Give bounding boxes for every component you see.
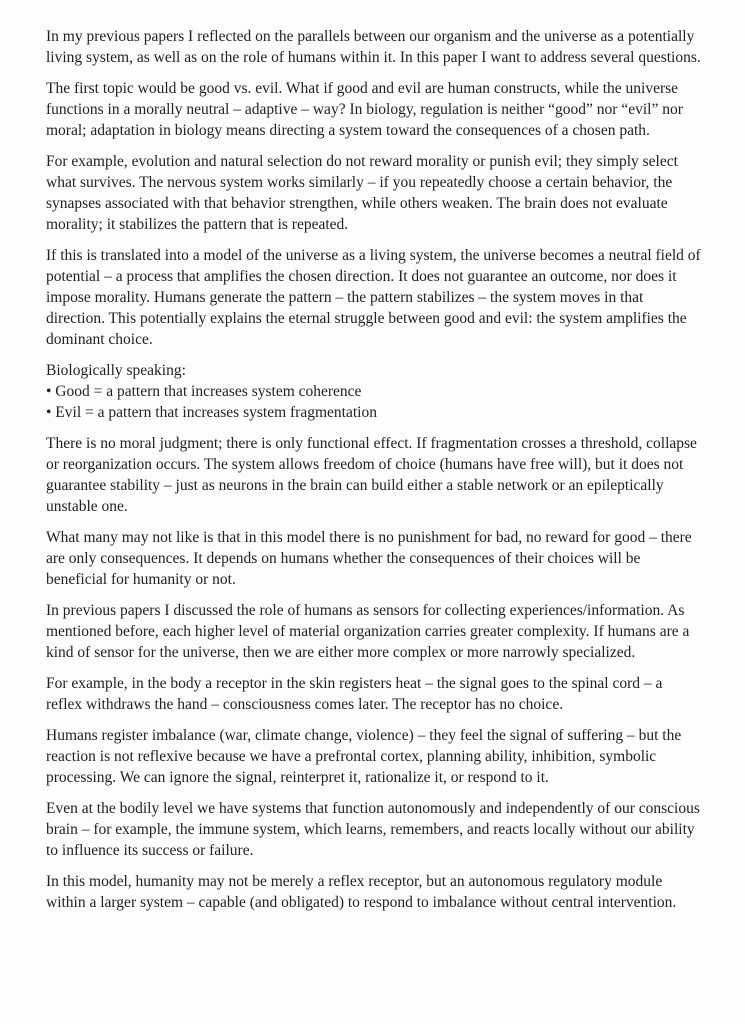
paragraph-9: For example, in the body a receptor in the skin registers heat – the signal goes to the spinal cord – a reflex withdraws the hand – consciousness comes later. The receptor has no choice. bbox=[46, 675, 663, 713]
paragraph-4: If this is translated into a model of the universe as a living system, the universe becomes a neutral field of potential – a process that amplifies the chosen direction. It does not guarantee an outcome, nor does it impose morality. Humans generate the pattern – the pattern stabilizes – the system moves in that direction. This potentially explains the eternal struggle between good and evil: the system amplifies the dominant choice. bbox=[46, 247, 701, 348]
paragraph-10: Humans register imbalance (war, climate change, violence) – they feel the signal of suffering – but the reaction is not reflexive because we have a prefrontal cortex, planning ability, inhibition, symbolic processing. We can ignore the signal, reinterpret it, rationalize it, or respond to it. bbox=[46, 727, 682, 786]
paragraph-11: Even at the bodily level we have systems that function autonomously and independently of our conscious brain – for example, the immune system, which learns, remembers, and reacts locally without our ability to influence its success or failure. bbox=[46, 800, 700, 859]
paragraph-3: For example, evolution and natural selection do not reward morality or punish evil; they simply select what survives. The nervous system works similarly – if you repeatedly choose a certain behavior, the synapses associated with that behavior strengthen, while others weaken. The brain does not evaluate morality; it stabilizes the pattern that is repeated. bbox=[46, 153, 678, 233]
bullet-item-good: • Good = a pattern that increases system coherence bbox=[46, 383, 362, 400]
paragraph-12: In this model, humanity may not be merely a reflex receptor, but an autonomous regulatory module within a larger system – capable (and obligated) to respond to imbalance without central intervention. bbox=[46, 873, 677, 911]
bullet-item-evil: • Evil = a pattern that increases system fragmentation bbox=[46, 404, 377, 421]
paragraph-1: In my previous papers I reflected on the parallels between our organism and the universe as a potentially living system, as well as on the role of humans within it. In this paper I want to address several questions. bbox=[46, 28, 701, 66]
bullet-list-intro: Biologically speaking: bbox=[46, 362, 186, 379]
paragraph-6: There is no moral judgment; there is only functional effect. If fragmentation crosses a threshold, collapse or reorganization occurs. The system allows freedom of choice (humans have free will), but it does not guarantee stability – just as neurons in the brain can build either a stable network or an epileptically unstable one. bbox=[46, 435, 697, 515]
paragraph-8: In previous papers I discussed the role of humans as sensors for collecting experiences/information. As mentioned before, each higher level of material organization carries greater complexity. If humans are a kind of sensor for the universe, then we are either more complex or more narrowly specialized. bbox=[46, 602, 690, 661]
bullet-list-block bbox=[46, 360, 701, 423]
paragraph-2: The first topic would be good vs. evil. What if good and evil are human constructs, while the universe functions in a morally neutral – adaptive – way? In biology, regulation is neither “good” nor “evil” nor moral; adaptation in biology means directing a system toward the consequences of a chosen path. bbox=[46, 80, 683, 139]
paragraph-7: What many may not like is that in this model there is no punishment for bad, no reward for good – there are only consequences. It depends on humans whether the consequences of their choices will be beneficial for humanity or not. bbox=[46, 529, 692, 588]
